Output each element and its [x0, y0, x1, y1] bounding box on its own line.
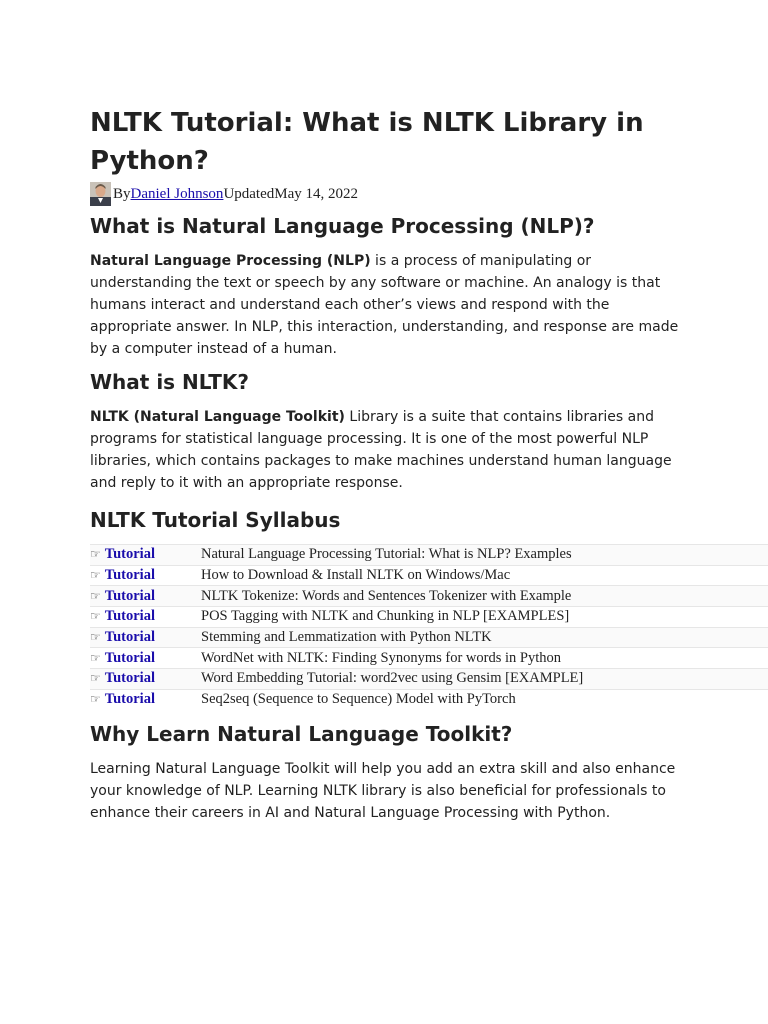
- tutorial-link[interactable]: Tutorial: [104, 670, 155, 687]
- row-title: Seq2seq (Sequence to Sequence) Model with PyTorch: [201, 691, 516, 708]
- table-row: [90, 627, 768, 648]
- paragraph-nltk-bold: NLTK (Natural Language Toolkit): [90, 409, 345, 425]
- table-row: [90, 586, 768, 607]
- row-title: Natural Language Processing Tutorial: What is NLP? Examples: [201, 546, 572, 563]
- author-avatar: [90, 182, 111, 206]
- row-label-cell: [90, 669, 201, 690]
- table-row: [90, 545, 768, 566]
- tutorial-link[interactable]: Tutorial: [104, 649, 155, 666]
- tutorial-link[interactable]: Tutorial: [104, 691, 155, 708]
- tutorial-link[interactable]: Tutorial: [104, 567, 155, 584]
- pointing-hand-icon: ☞: [90, 547, 101, 562]
- pointing-hand-icon: ☞: [90, 671, 101, 686]
- byline-date: May 14, 2022: [274, 185, 359, 202]
- paragraph-nltk-text: Library is a suite that contains libraries and programs for statistical language processing. It is one of the most powerful NLP libraries, which contains packages to make machines understand human language and reply to it with an appropriate response.: [90, 409, 672, 491]
- tutorial-link[interactable]: Tutorial: [104, 608, 155, 625]
- heading-syllabus: NLTK Tutorial Syllabus: [90, 508, 341, 532]
- table-row: [90, 565, 768, 586]
- row-label-cell: [90, 607, 201, 628]
- row-title: How to Download & Install NLTK on Windows/Mac: [201, 567, 511, 584]
- paragraph-nlp: [90, 250, 680, 360]
- table-row: [90, 689, 768, 710]
- row-title: NLTK Tokenize: Words and Sentences Tokenizer with Example: [201, 587, 572, 604]
- tutorial-link[interactable]: Tutorial: [104, 546, 155, 563]
- author-link[interactable]: Daniel Johnson: [130, 185, 224, 202]
- row-label-cell: [90, 627, 201, 648]
- syllabus-table: [90, 544, 768, 710]
- paragraph-why: Learning Natural Language Toolkit will help you add an extra skill and also enhance your knowledge of NLP. Learning NLTK library is also beneficial for professionals to enhance their careers in AI and Natural Language Processing with Python.: [90, 761, 676, 821]
- heading-what-is-nlp: What is Natural Language Processing (NLP)?: [90, 214, 595, 238]
- tutorial-link[interactable]: Tutorial: [104, 629, 155, 646]
- table-row: [90, 607, 768, 628]
- row-label-cell: [90, 545, 201, 566]
- row-title: POS Tagging with NLTK and Chunking in NLP [EXAMPLES]: [201, 608, 570, 625]
- row-label-cell: [90, 689, 201, 710]
- pointing-hand-icon: ☞: [90, 588, 101, 603]
- table-row: [90, 669, 768, 690]
- article: [90, 104, 768, 824]
- byline: [90, 180, 768, 208]
- row-title: Stemming and Lemmatization with Python NLTK: [201, 629, 492, 646]
- row-title: WordNet with NLTK: Finding Synonyms for words in Python: [201, 649, 562, 666]
- byline-updated-label: Updated: [223, 185, 275, 202]
- pointing-hand-icon: ☞: [90, 630, 101, 645]
- row-label-cell: [90, 648, 201, 669]
- row-title: Word Embedding Tutorial: word2vec using Gensim [EXAMPLE]: [201, 670, 584, 687]
- row-label-cell: [90, 565, 201, 586]
- pointing-hand-icon: ☞: [90, 609, 101, 624]
- heading-what-is-nltk: What is NLTK?: [90, 370, 249, 394]
- heading-why-learn: Why Learn Natural Language Toolkit?: [90, 722, 513, 746]
- paragraph-nlp-bold: Natural Language Processing (NLP): [90, 253, 371, 269]
- page-title: NLTK Tutorial: What is NLTK Library in Python?: [90, 108, 644, 176]
- paragraph-nlp-text: is a process of manipulating or understanding the text or speech by any software or machine. An analogy is that humans interact and understand each other’s views and respond with the appropriate answer. In NLP, this interaction, understanding, and response are made by a computer instead of a human.: [90, 253, 679, 357]
- pointing-hand-icon: ☞: [90, 568, 101, 583]
- paragraph-nltk: [90, 406, 680, 494]
- tutorial-link[interactable]: Tutorial: [104, 587, 155, 604]
- table-row: [90, 648, 768, 669]
- row-label-cell: [90, 586, 201, 607]
- byline-by: By: [113, 185, 131, 202]
- pointing-hand-icon: ☞: [90, 692, 101, 707]
- pointing-hand-icon: ☞: [90, 650, 101, 665]
